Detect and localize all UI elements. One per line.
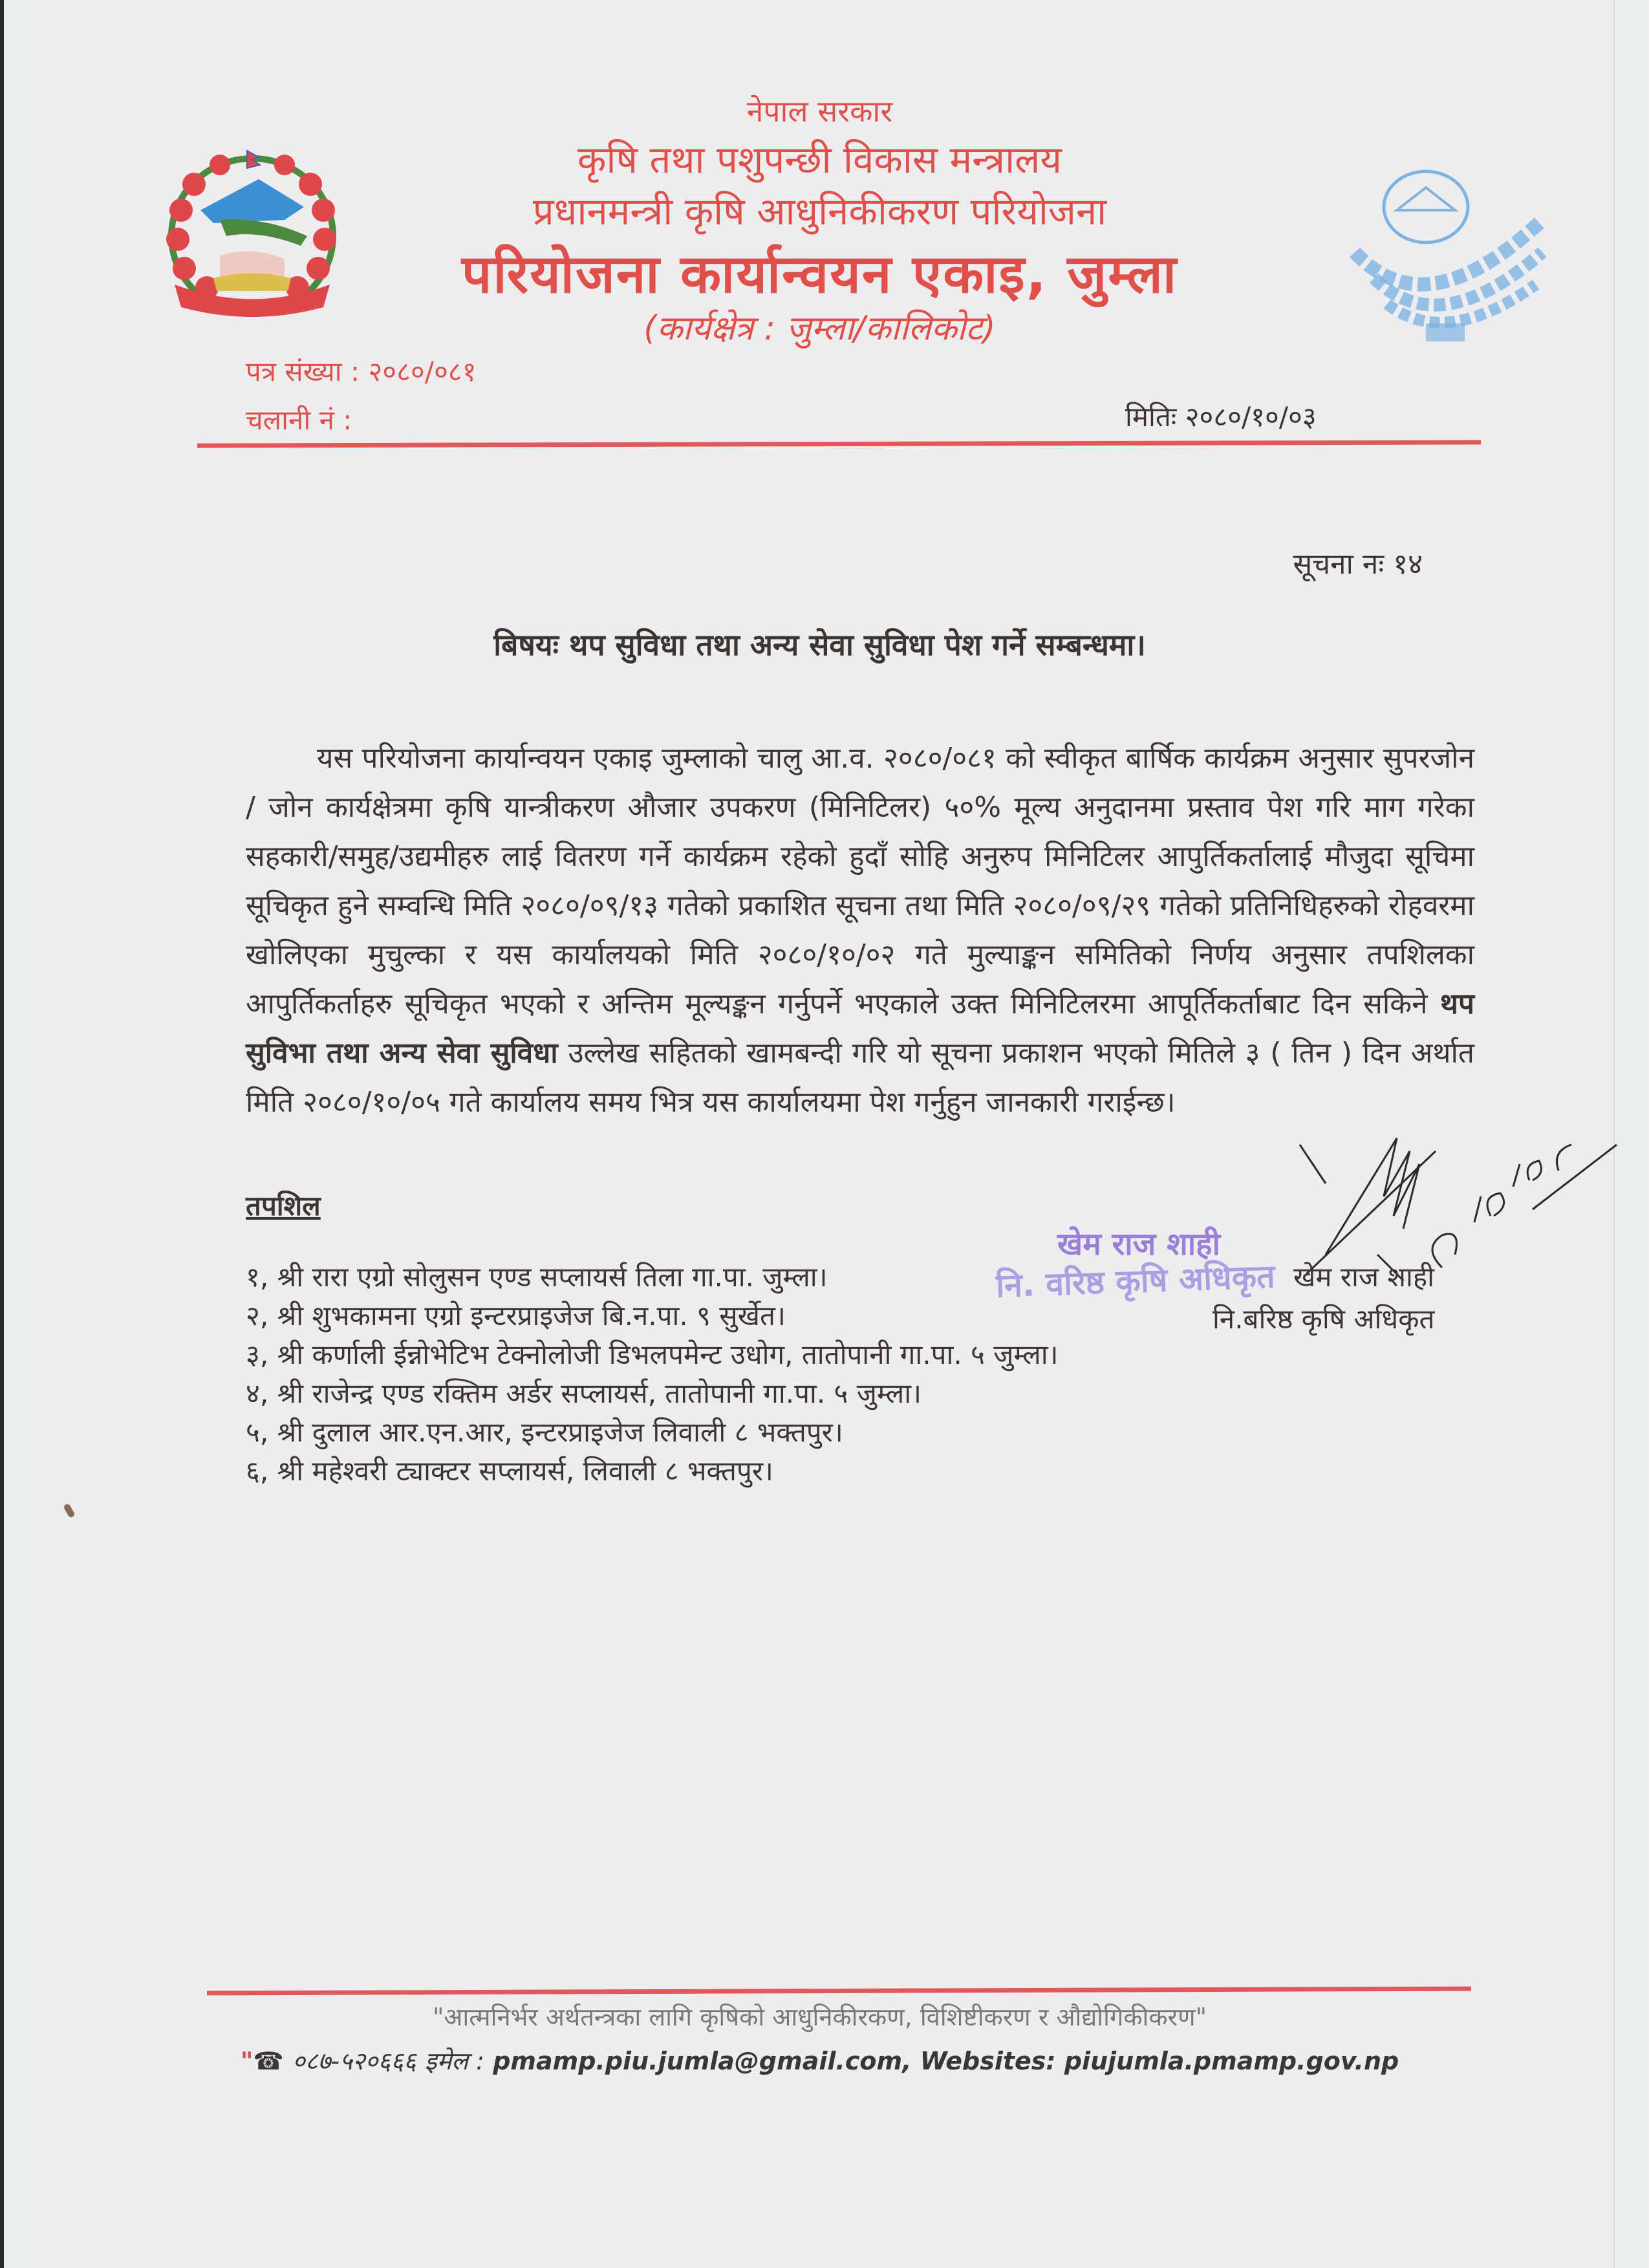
letter-number-label: पत्र संख्या : — [246, 356, 360, 387]
footer-phone: ०८७-५२०६६६ — [292, 2047, 416, 2075]
list-item: १, श्री रारा एग्रो सोलुसन एण्ड सप्लायर्स तिला गा.पा. जुम्ला। — [246, 1261, 828, 1293]
body-text-part1: यस परियोजना कार्यान्वयन एकाइ जुम्लाको चालु आ.व. २०८०/०८१ को स्वीकृत बार्षिक कार्यक्रम अनुसार सुपरजोन / जोन कार्यक्षेत्रमा कृषि यान्त्रीकरण औजार उपकरण (मिनिटिलर) ५०% मूल्य अनुदानमा प्रस्ताव पेश गरि माग गरेका सहकारी/समुह/उद्यमीहरु लाई वितरण गर्ने कार्यक्रम रहेको हुदाँ सोहि अनुरुप मिनिटिलर आपुर्तिकर्तालाई मौजुदा सूचिमा सूचिकृत हुने सम्वन्धि मिति २०८०/०९/१३ गतेको प्रकाशित सूचना तथा मिति २०८०/०९/२९ गतेको प्रतिनिधिहरुको रोहवरमा खोलिएका मुचुल्का र यस कार्यालयको मिति २०८०/१०/०२ गते मुल्याङ्कन समितिको निर्णय अनुसार तपशिलका आपुर्तिकर्ताहरु सूचिकृत भएको र अन्तिम मूल्यङ्कन गर्नुपर्ने भएकाले उक्त मिनिटिलरमा आपूर्तिकर्ताबाट दिन सकिने — [246, 742, 1474, 1021]
telephone-icon: ☎ — [253, 2047, 284, 2075]
list-item: २, श्री शुभकामना एग्रो इन्टरप्राइजेज बि.न.पा. ९ सुर्खेत। — [246, 1300, 786, 1332]
subject-line: बिषयः थप सुविधा तथा अन्य सेवा सुविधा पेश गर्ने सम्बन्धमा। — [493, 627, 1146, 662]
letter-number-value: २०८०/०८१ — [368, 356, 477, 387]
supplier-list — [246, 1258, 1059, 1491]
footer-email-label: इमेल : — [424, 2047, 484, 2075]
letter-date — [1125, 398, 1317, 435]
body-text-bold: थप सुविभा तथा अन्य सेवा सुविधा — [246, 988, 1474, 1070]
footer-email[interactable]: pmamp.piu.jumla@gmail.com, — [493, 2047, 912, 2075]
signatory-name: खेम राज शाही — [1293, 1261, 1435, 1293]
handwritten-signature-icon — [1287, 1125, 1623, 1280]
list-item: ५, श्री दुलाल आर.एन.आर, इन्टरप्राइजेज लिवाली ८ भक्तपुर। — [246, 1416, 843, 1448]
project-name: प्रधानमन्त्री कृषि आधुनिकीकरण परियोजना — [532, 189, 1107, 233]
footer-slogan: "आत्मनिर्भर अर्थतन्त्रका लागि कृषिको आधुनिकीरकण, विशिष्टीकरण र औद्योगिकीकरण" — [432, 2003, 1207, 2031]
dispatch-number-label: चलानी नं : — [246, 404, 352, 436]
notice-number — [1293, 543, 1423, 582]
signatory-title: नि.बरिष्ठ कृषि अधिकृत — [1212, 1303, 1435, 1335]
list-item: ४, श्री राजेन्द्र एण्ड रक्तिम अर्डर सप्लायर्स, तातोपानी गा.पा. ५ जुम्ला। — [246, 1377, 922, 1409]
footer-website[interactable]: piujumla.pmamp.gov.np — [1064, 2047, 1399, 2075]
office-seal-stamp-icon — [1329, 162, 1562, 349]
date-value: २०८०/१०/०३ — [1185, 401, 1317, 433]
scan-speck — [63, 1503, 76, 1518]
footer-divider — [207, 1987, 1471, 1996]
ministry-name: कृषि तथा पशुपन्छी विकास मन्त्रालय — [577, 138, 1062, 182]
signatory-stamp-name: खेम राज शाही — [1057, 1226, 1221, 1262]
footer-website-label: Websites: — [920, 2047, 1056, 2075]
scan-edge — [0, 0, 4, 2268]
header-divider — [197, 440, 1481, 448]
government-name: नेपाल सरकार — [746, 94, 893, 129]
signatory-stamp-title: नि. वरिष्ठ कृषि अधिकृत — [995, 1257, 1276, 1305]
list-item: ६, श्री महेश्वरी ट्याक्टर सप्लायर्स, लिवाली ८ भक्तपुर। — [246, 1455, 773, 1487]
schedule-heading: तपशिल — [246, 1190, 321, 1222]
notice-body — [246, 734, 1474, 1127]
quote-mark: " — [240, 2047, 253, 2075]
date-label: मितिः — [1125, 401, 1177, 433]
body-text-part2: उल्लेख सहितको खामबन्दी गरि यो सूचना प्रकाशन भएको मितिले ३ ( तिन ) दिन अर्थात मिति २०८०/१०/०५ गते कार्यालय समय भित्र यस कार्यालयमा पेश गर्नुहुन जानकारी गराईन्छ। — [246, 1037, 1474, 1119]
notice-number-value: १४ — [1393, 548, 1423, 581]
notice-number-label: सूचना नः — [1293, 548, 1385, 581]
letter-page — [26, 0, 1615, 2268]
letter-number — [246, 352, 476, 389]
list-item: ३, श्री कर्णाली ईन्नोभेटिभ टेक्नोलोजी डिभलपमेन्ट उधोग, तातोपानी गा.पा. ५ जुम्ला। — [246, 1339, 1059, 1370]
unit-name: परियोजना कार्यान्वयन एकाइ, जुम्ला — [461, 244, 1178, 305]
footer-contact — [26, 2044, 1613, 2077]
work-area: (कार्यक्षेत्र : जुम्ला/कालिकोट) — [643, 309, 996, 348]
dispatch-number — [246, 401, 352, 438]
